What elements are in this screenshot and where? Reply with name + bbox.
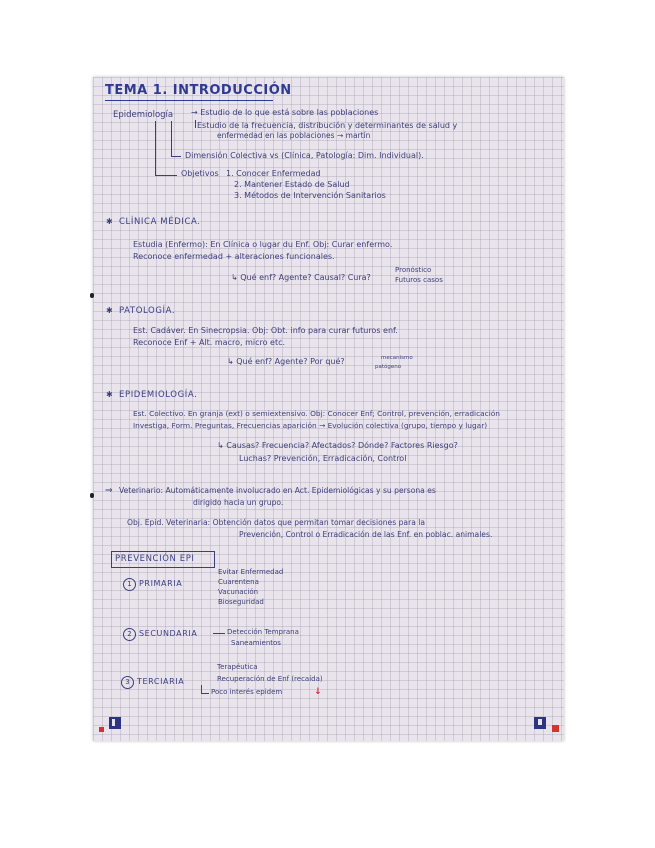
epi-objective-2: 2. Mantener Estado de Salud [234,180,350,189]
clinica-line1: Estudia (Enfermo): En Clínica o lugar du Enf. Obj: Curar enfermo. [133,240,393,249]
patologia-line2: Reconoce Enf + Alt. macro, micro etc. [133,338,286,347]
secundaria-connector [213,633,225,634]
primaria-label: PRIMARIA [139,579,183,588]
epi-label: Epidemiología [113,110,174,120]
veterinario-line2: dirigido hacia un grupo. [193,498,284,507]
clinica-question: ↳ Qué enf? Agente? Causal? Cura? [231,273,371,282]
corner-mark-icon [109,717,121,729]
binder-hole [90,493,94,498]
secundaria-item: Saneamientos [231,639,281,647]
epidemiologia-question: ↳ Causas? Frecuencia? Afectados? Dónde? Factores Riesgo? [217,441,458,450]
epi-objetivos-label: Objetivos [181,169,219,178]
bullet-icon: ✱ [106,390,113,399]
terciaria-number: 3 [121,676,134,689]
notebook-page [93,77,564,741]
epi-branch-line [171,156,181,157]
epi-branch-line [155,121,156,175]
epidemiologia-heading: EPIDEMIOLOGÍA. [119,390,198,400]
terciaria-label: TERCIARIA [137,677,185,686]
veterinario-obj1: Obj. Epid. Veterinaria: Obtención datos que permitan tomar decisiones para la [127,518,426,527]
patologia-mecanismo: mecanismo [381,355,413,361]
clinica-pronostico: Pronóstico [395,266,432,274]
primaria-item: Bioseguridad [218,598,264,606]
terciaria-item: Poco interés epidem [211,688,283,696]
clinica-heading: CLÍNICA MÉDICA. [119,217,201,227]
terciaria-connector [201,693,209,694]
clinica-futuros: Futuros casos [395,276,443,284]
prevencion-heading-box [111,551,215,568]
clinica-line2: Reconoce enfermedad + alteraciones funcionales. [133,252,335,261]
epi-objective-1: 1. Conocer Enfermedad [226,169,321,178]
patologia-patogeno: patógeno [375,364,402,370]
bullet-icon: ✱ [106,306,113,315]
primaria-item: Evitar Enfermedad [218,568,284,576]
epi-def2a: Estudio de la frecuencia, distribución y determinantes de salud y [197,121,458,130]
primaria-item: Vacunación [218,588,259,596]
epi-branch-line [195,120,196,128]
epi-branch-line [171,121,172,156]
primaria-item: Cuarentena [218,578,259,586]
terciaria-item: Recuperación de Enf (recaída) [217,675,323,683]
corner-mark-icon [552,725,559,732]
epidemiologia-line1: Est. Colectivo. En granja (ext) o semiextensivo. Obj: Conocer Enf; Control, prevención, erradicación [133,409,500,418]
secundaria-label: SECUNDARIA [139,629,198,638]
title-underline [105,100,273,101]
veterinario-obj2: Prevención, Control o Erradicación de las Enf. en poblac. animales. [239,530,493,539]
corner-mark-icon [99,727,104,732]
down-arrow-icon: ↓ [314,687,322,697]
epi-branch-line [155,175,177,176]
patologia-line1: Est. Cadáver. En Sinecropsia. Obj: Obt. info para curar futuros enf. [133,326,398,335]
implies-icon: ⇒ [105,486,113,496]
epi-def1: → Estudio de lo que está sobre las poblaciones [191,108,379,117]
epidemiologia-line2: Investiga, Form. Preguntas, Frecuencias aparición → Evolución colectiva (grupo, tiempo y lugar) [133,421,488,430]
veterinario-line1: Veterinario: Automáticamente involucrado en Act. Epidemiológicas y su persona es [119,486,436,495]
epi-def2b: enfermedad en las poblaciones → martín [217,131,371,140]
secundaria-item: Detección Temprana [227,628,299,636]
patologia-heading: PATOLOGÍA. [119,306,176,316]
terciaria-connector [201,685,202,693]
primaria-number: 1 [123,578,136,591]
page-title: TEMA 1. INTRODUCCIÓN [105,83,292,98]
prevencion-heading: PREVENCIÓN EPI [115,554,195,564]
secundaria-number: 2 [123,628,136,641]
epi-dimension: Dimensión Colectiva vs (Clínica, Patología: Dim. Individual). [185,151,424,160]
binder-hole [90,293,94,298]
bullet-icon: ✱ [106,217,113,226]
epi-objective-3: 3. Métodos de Intervención Sanitarios [234,191,386,200]
patologia-question: ↳ Qué enf? Agente? Por qué? [227,357,345,366]
terciaria-item: Terapéutica [217,663,258,671]
corner-mark-icon [534,717,546,729]
epidemiologia-luchas: Luchas? Prevención, Erradicación, Control [239,454,407,463]
